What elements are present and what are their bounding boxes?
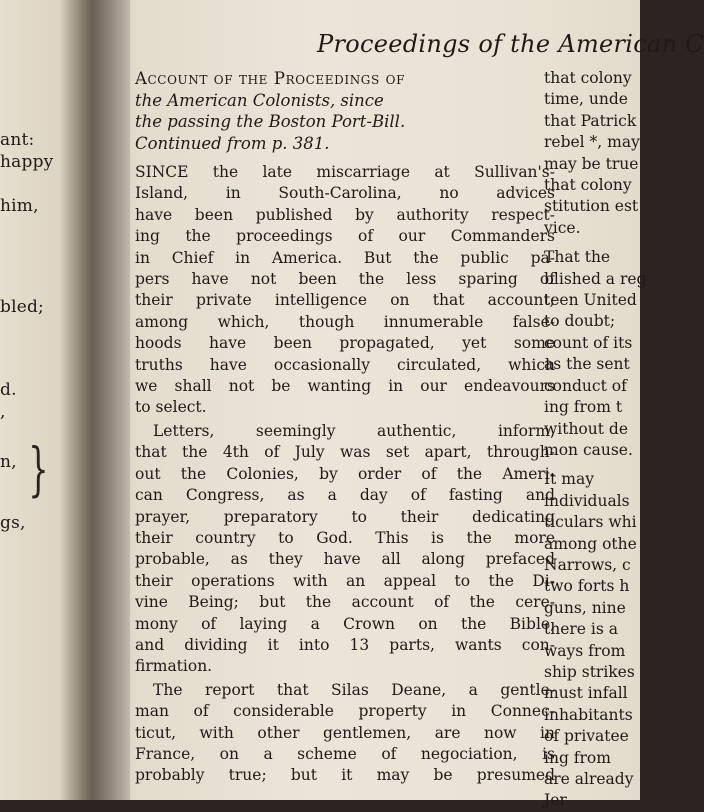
right-column-line: ways from: [544, 641, 626, 660]
right-column-line: ship strikes: [544, 662, 635, 681]
text-line: in Chief in America. But the public pa-: [135, 248, 555, 267]
paragraph-1: [135, 162, 555, 419]
left-page-fragment: bled;: [0, 297, 44, 317]
text-line: firmation.: [135, 657, 213, 676]
right-column-line: guns, nine: [544, 598, 626, 617]
left-page-fragment: ant:: [0, 130, 35, 150]
right-column-line: that colony: [544, 176, 632, 195]
left-page-fragment: d.: [0, 380, 17, 400]
text-line: their country to God. This is the more: [135, 528, 555, 547]
right-column-line: ing from: [544, 748, 611, 767]
right-column-line: may be true: [544, 154, 639, 173]
text-line: their private intelligence on that account;: [135, 291, 555, 310]
text-line: and dividing it into 13 parts, wants con-: [135, 635, 555, 654]
text-line: vine Being; but the account of the cere-: [135, 593, 555, 612]
text-line: have been published by authority respect-: [135, 205, 555, 224]
article-title-line: Continued from p. 381.: [135, 133, 330, 153]
right-column-line: mon cause.: [544, 440, 633, 459]
text-line: The report that Silas Deane, a gentle-: [153, 680, 555, 699]
right-column-line: Narrows, c: [544, 555, 631, 574]
text-line: ticut, with other gentlemen, are now in: [135, 723, 555, 742]
text-line: can Congress, as a day of fasting and: [135, 486, 555, 505]
right-column-line: must infall: [544, 684, 628, 703]
right-column-line: count of its: [544, 333, 633, 352]
right-column-line: time, unde: [544, 90, 628, 109]
gutter-shadow: [60, 0, 130, 800]
main-page: [92, 0, 704, 810]
text-line: truths have occasionally circulated, which: [135, 355, 555, 374]
text-line: hoods have been propagated, yet some: [135, 334, 555, 353]
left-page-fragment: happy: [0, 152, 54, 172]
right-column-line: among othe: [544, 534, 637, 553]
right-column-line: of privatee: [544, 727, 629, 746]
right-column-line: It may: [544, 470, 594, 489]
right-column-line: ticulars whi: [544, 513, 637, 532]
right-column-line: to doubt;: [544, 312, 616, 331]
text-line: among which, though innumerable false-: [135, 312, 555, 331]
paragraph-2: [135, 421, 555, 678]
left-page-fragment: gs,: [0, 513, 26, 533]
right-column-line: Jer: [544, 791, 567, 810]
text-line: prayer, preparatory to their dedicating: [135, 507, 555, 526]
left-page-fragment: him,: [0, 196, 39, 216]
right-column-line: vice.: [544, 218, 581, 237]
text-line: Letters, seemingly authentic, inform,: [153, 421, 555, 440]
right-column-line: individuals: [544, 491, 630, 510]
text-line: that the 4th of July was set apart, through-: [135, 443, 555, 462]
article-title-line: the passing the Boston Port-Bill.: [135, 112, 406, 131]
curly-brace: }: [28, 435, 49, 503]
right-column-line: two forts h: [544, 577, 630, 596]
running-head: Proceedings of the American C: [317, 30, 704, 58]
text-line: to select.: [135, 398, 207, 417]
right-column-line: rebel *, may: [544, 133, 640, 152]
left-page-fragment: n,: [0, 452, 17, 472]
text-line: man of considerable property in Connec-: [135, 702, 555, 721]
text-line: SINCE the late miscarriage at Sullivan's-: [135, 163, 555, 181]
text-line: ing the proceedings of our Commanders: [135, 227, 555, 246]
right-column: [544, 68, 664, 812]
paragraph-3: [135, 680, 555, 787]
right-column-line: teen United: [544, 291, 637, 310]
left-page-fragment: ,: [0, 402, 6, 422]
right-column-line: stitution est: [544, 197, 639, 216]
right-column-line: conduct of: [544, 376, 627, 395]
text-line: probable, as they have all along prefaced: [135, 550, 555, 569]
article-column: [135, 68, 555, 787]
right-column-line: that Patrick: [544, 111, 637, 130]
text-line: probably true; but it may be presumed: [135, 766, 555, 785]
right-column-line: without de: [544, 419, 629, 438]
text-line: out the Colonies, by order of the Ameri-: [135, 464, 555, 483]
right-column-line: there is a: [544, 620, 618, 639]
article-title-line: the American Colonists, since: [135, 90, 384, 110]
right-column-line: as the sent: [544, 355, 630, 374]
right-column-line: that colony: [544, 69, 632, 87]
right-column-line: are already: [544, 770, 634, 788]
text-line: France, on a scheme of negociation, is: [135, 744, 555, 763]
right-column-line: blished a reg: [544, 269, 647, 288]
right-column-line: That the: [544, 248, 611, 267]
text-line: we shall not be wanting in our endeavours: [135, 377, 555, 396]
text-line: mony of laying a Crown on the Bible,: [135, 614, 555, 633]
right-column-line: ing from t: [544, 398, 623, 417]
text-line: pers have not been the less sparing of: [135, 270, 555, 289]
article-title-line: Account of the Proceedings of: [135, 69, 406, 88]
right-column-line: inhabitants: [544, 705, 633, 724]
article-title: [135, 68, 555, 154]
text-line: Island, in South-Carolina, no advices: [135, 184, 555, 203]
text-line: their operations with an appeal to the Di-: [135, 571, 555, 590]
